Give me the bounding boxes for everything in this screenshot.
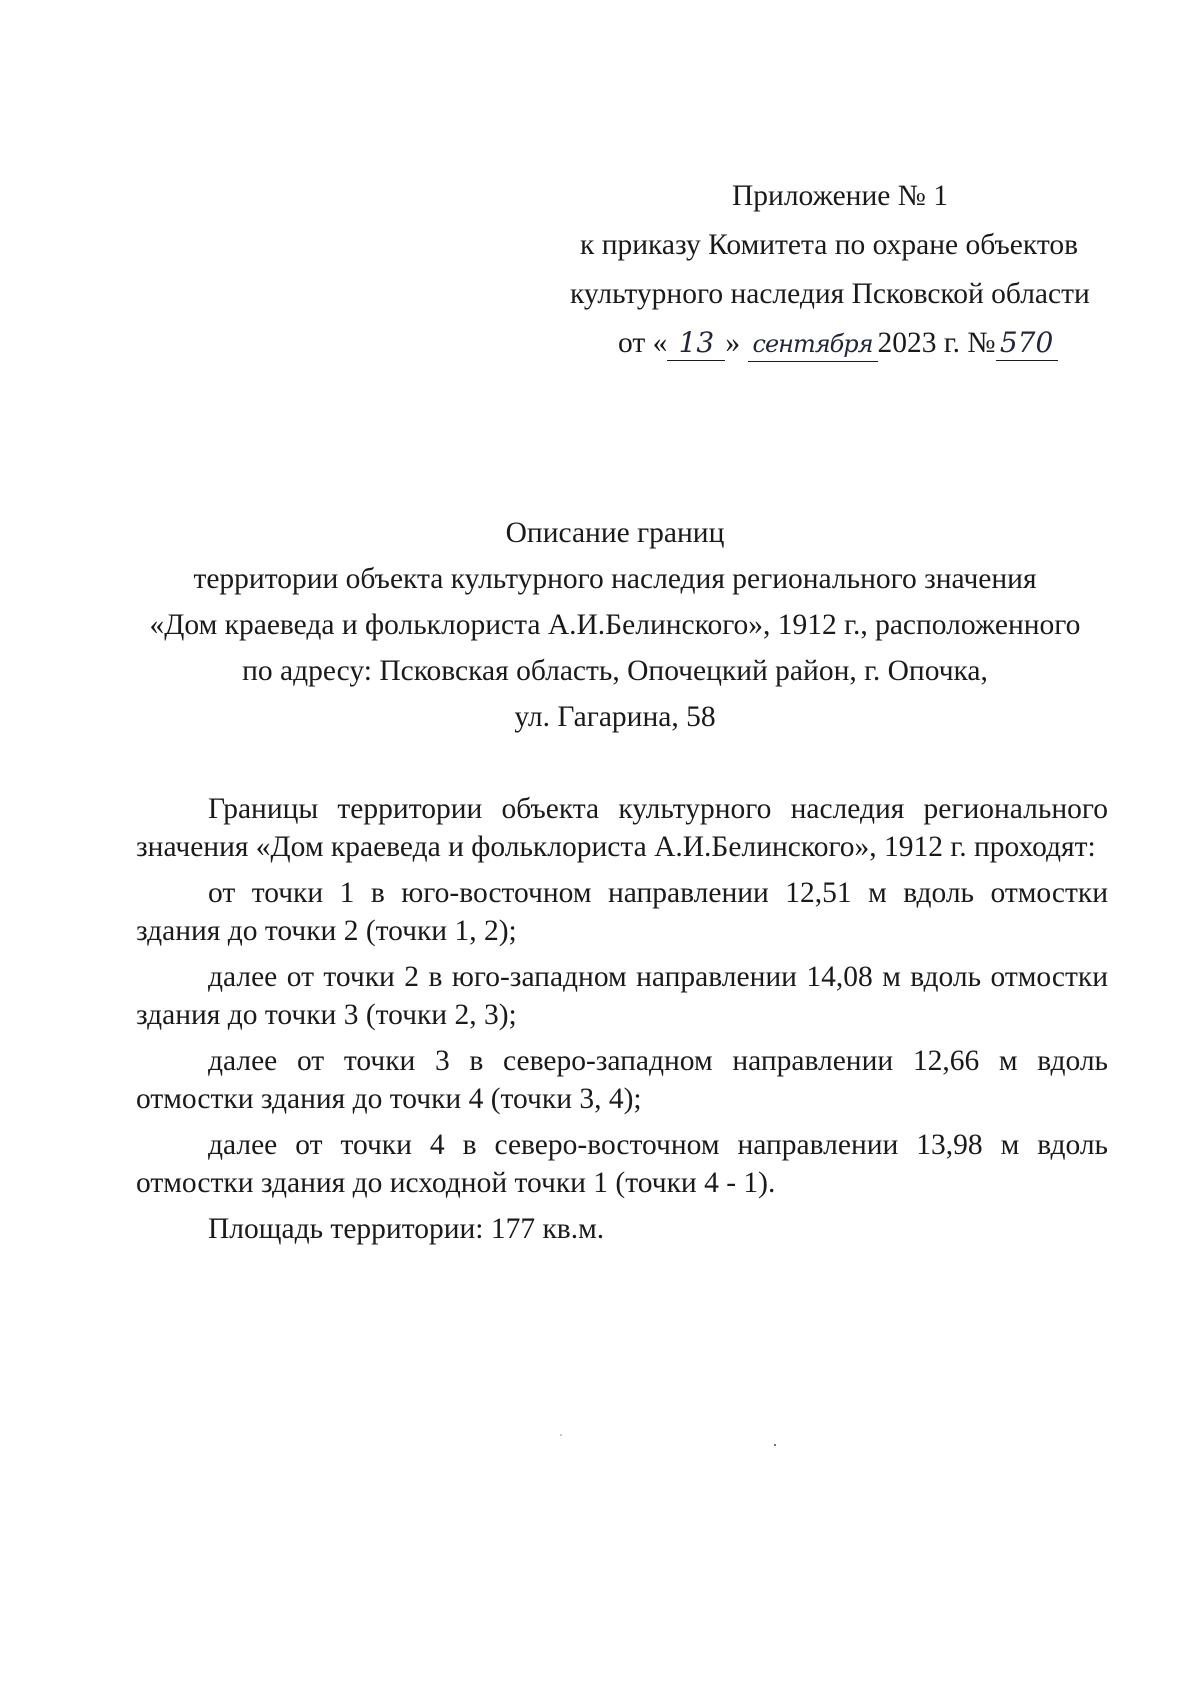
- date-prefix: от «: [618, 327, 668, 359]
- boundary-segment-3: далее от точки 3 в северо-западном направлении 12,66 м вдоль отмостки здания до точки 4 (точки 3, 4);: [136, 1045, 1108, 1115]
- title-line-2: территории объекта культурного наследия регионального значения: [193, 563, 1037, 595]
- boundary-description: [136, 790, 1108, 1248]
- appendix-header: [560, 172, 1120, 368]
- title-line-4: по адресу: Псковская область, Опочецкий район, г. Опочка,: [242, 655, 988, 687]
- territory-area: Площадь территории: 177 кв.м.: [208, 1213, 605, 1245]
- title-line-1: Описание границ: [505, 517, 725, 549]
- date-mid: »: [725, 327, 741, 359]
- appendix-number: Приложение № 1: [732, 180, 948, 212]
- title-line-3: «Дом краеведа и фольклориста А.И.Белинского», 1912 г., расположенного: [149, 609, 1081, 641]
- scan-speck: [560, 1434, 562, 1436]
- boundary-segment-2: далее от точки 2 в юго-западном направлении 14,08 м вдоль отмостки здания до точки 3 (точки 2, 3);: [136, 961, 1108, 1031]
- boundary-segment-1: от точки 1 в юго-восточном направлении 12,51 м вдоль отмостки здания до точки 2 (точки 1, 2);: [136, 877, 1108, 947]
- handwritten-day: 13: [667, 326, 725, 361]
- intro-paragraph: Границы территории объекта культурного наследия регионального значения «Дом краеведа и фольклориста А.И.Белинского», 1912 г. проходят:: [136, 793, 1108, 863]
- handwritten-month: сентября: [748, 327, 878, 362]
- order-reference: к приказу Комитета по охране объектов: [580, 229, 1078, 261]
- order-date-line: [560, 319, 1120, 368]
- scan-speck: [774, 1444, 776, 1446]
- boundary-segment-4: далее от точки 4 в северо-восточном направлении 13,98 м вдоль отмостки здания до исходной точки 1 (точки 4 - 1).: [136, 1129, 1108, 1199]
- title-line-5: ул. Гагарина, 58: [514, 701, 716, 733]
- handwritten-order-number: 570: [996, 326, 1058, 361]
- date-year: 2023 г. №: [877, 327, 996, 359]
- committee-name: культурного наследия Псковской области: [570, 278, 1090, 310]
- document-title: [130, 510, 1100, 740]
